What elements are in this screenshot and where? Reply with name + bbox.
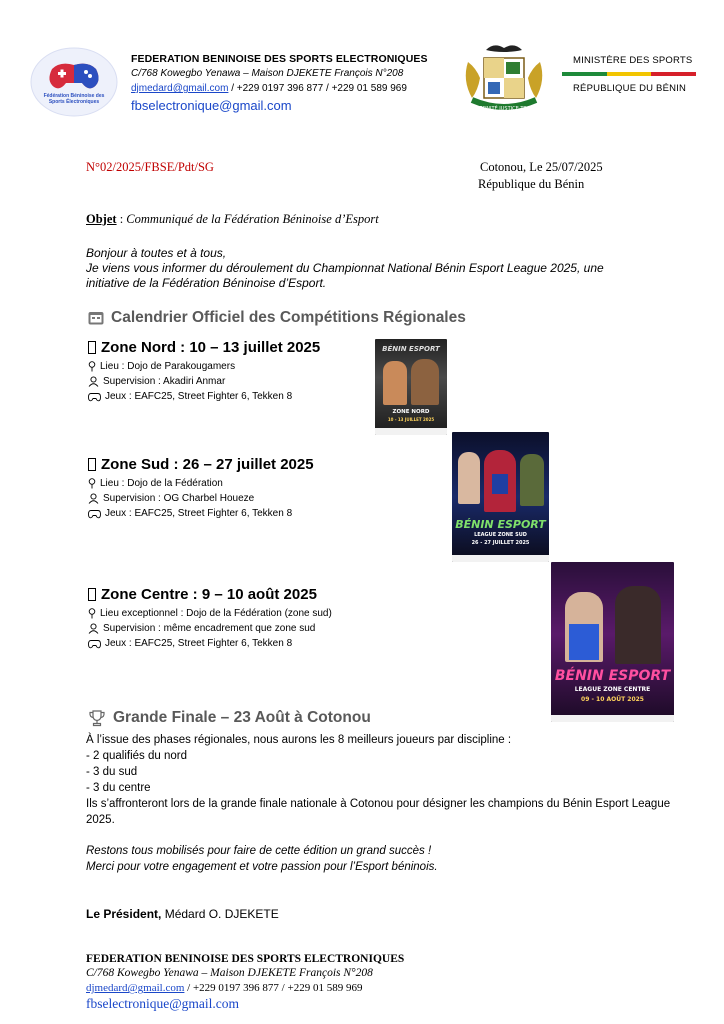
header-contact [131,83,407,94]
zone-centre-jeux: Jeux : EAFC25, Street Fighter 6, Tekken 8 [105,638,293,649]
gamepad-icon [88,639,101,649]
intro-body: Je viens vous informer du déroulement du Championnat National Bénin Esport League 2025, une initiative de la Fédération Béninoise d’Esport. [86,261,604,290]
flag-red [651,72,696,76]
zone-nord-poster-dates: 10 - 13 JUILLET 2025 [387,417,435,422]
flag-yellow [607,72,652,76]
flag-green [562,72,607,76]
zone-sud-jeux: Jeux : EAFC25, Street Fighter 6, Tekken 8 [105,508,293,519]
svg-text:FRATERNITÉ JUSTICE TRAVAIL: FRATERNITÉ JUSTICE TRAVAIL [467,106,541,112]
final-item: - 3 du sud [86,766,138,778]
closing-line-2: Merci pour votre engagement et votre passion pour l’Esport béninois. [86,861,438,873]
zone-nord-poster-title: BÉNIN ESPORT [382,345,440,353]
zone-sud-poster-zone: LEAGUE ZONE SUD [474,532,527,538]
person-icon [88,493,99,504]
zone-sud-title-text: Zone Sud : 26 – 27 juillet 2025 [101,456,314,473]
final-title: Grande Finale – 23 Août à Cotonou [113,709,371,726]
zone-sud-poster [452,432,549,562]
subject-text: Communiqué de la Fédération Béninoise d’Esport [126,212,379,226]
intro-greeting: Bonjour à toutes et à tous, [86,246,227,260]
header-email-link[interactable]: djmedard@gmail.com [131,83,229,94]
calendar-title: Calendrier Officiel des Compétitions Régionales [111,309,466,326]
ministry-title: MINISTÈRE DES SPORTS [573,55,693,66]
footer-phones: / +229 0197 396 877 / +229 01 589 969 [184,982,363,994]
coat-of-arms [460,40,548,118]
final-body [86,732,686,828]
pin-icon [88,478,96,489]
zone-sud-lieu: Lieu : Dojo de la Fédération [100,478,223,489]
zone-nord-poster-zone: ZONE NORD [392,409,430,415]
gamepad-icon [88,509,101,519]
pin-icon [88,361,96,372]
zone-centre-info [88,606,332,651]
republic-title: RÉPUBLIQUE DU BÉNIN [573,83,687,94]
zone-nord-jeux: Jeux : EAFC25, Street Fighter 6, Tekken 8 [105,391,293,402]
header-org-name: FEDERATION BENINOISE DES SPORTS ELECTRONIQUES [131,53,428,65]
zone-centre-poster-dates: 09 - 10 AOÛT 2025 [581,696,644,703]
fbse-logo [30,47,118,117]
final-heading [88,709,371,727]
zone-centre-lieu: Lieu exceptionnel : Dojo de la Fédération (zone sud) [100,608,332,619]
footer-contact [86,982,362,994]
missing-glyph-icon [88,458,96,471]
signature [86,907,279,921]
zone-sud-title [88,456,314,473]
reference-number: N°02/2025/FBSE/Pdt/SG [86,160,214,174]
zone-nord-poster [375,339,447,435]
zone-nord-lieu: Lieu : Dojo de Parakougamers [100,361,236,372]
signature-role: Le Président, [86,907,162,921]
logo-text: Fédération Béninoise des Sports Électroniques [43,93,105,105]
zone-nord-title-text: Zone Nord : 10 – 13 juillet 2025 [101,339,321,356]
final-intro: À l’issue des phases régionales, nous aurons les 8 meilleurs joueurs par discipline : [86,734,512,746]
zone-sud-info [88,476,292,521]
zone-nord-supervision: Supervision : Akadiri Anmar [103,376,226,387]
gamepad-icon [88,392,101,402]
footer-email-link[interactable]: djmedard@gmail.com [86,982,185,994]
zone-centre-supervision: Supervision : même encadrement que zone sud [103,623,316,634]
header-phones: / +229 0197 396 877 / +229 01 589 969 [228,83,407,94]
final-item: - 2 qualifiés du nord [86,750,188,762]
zone-centre-title-text: Zone Centre : 9 – 10 août 2025 [101,586,317,603]
flag-bar [562,72,696,76]
final-item: - 3 du centre [86,782,151,794]
zone-sud-supervision: Supervision : OG Charbel Houeze [103,493,255,504]
subject-label: Objet [86,212,117,226]
person-icon [88,376,99,387]
letter-date: Cotonou, Le 25/07/2025 [480,160,603,174]
intro-paragraph [86,246,646,291]
zone-sud-poster-title: BÉNIN ESPORT [455,518,546,531]
footer-address: C/768 Kowegbo Yenawa – Maison DJEKETE François N°208 [86,967,373,979]
missing-glyph-icon [88,341,96,354]
header-address: C/768 Kowegbo Yenawa – Maison DJEKETE François N°208 [131,68,404,79]
trophy-icon [88,710,106,727]
zone-nord-info [88,359,292,404]
person-icon [88,623,99,634]
footer-website-email[interactable]: fbselectronique@gmail.com [86,996,240,1011]
letter-country: République du Bénin [478,177,585,191]
closing-line-1: Restons tous mobilisés pour faire de cette édition un grand succès ! [86,845,432,857]
footer-org-name: FEDERATION BENINOISE DES SPORTS ELECTRONIQUES [86,953,405,965]
subject-line [86,212,379,227]
zone-nord-title [88,339,320,356]
signature-name: Médard O. DJEKETE [161,907,279,921]
missing-glyph-icon [88,588,96,601]
closing-paragraph [86,843,686,875]
zone-sud-poster-dates: 26 - 27 JUILLET 2025 [471,540,530,546]
calendar-heading [88,309,466,327]
zone-centre-poster-zone: LEAGUE ZONE CENTRE [574,686,651,693]
final-conclusion: Ils s’affronteront lors de la grande finale nationale à Cotonou pour désigner les champions du Bénin Esport League 2025. [86,798,671,826]
pin-icon [88,608,96,619]
zone-centre-title [88,586,317,603]
zone-centre-poster [551,562,674,722]
calendar-icon [88,311,104,325]
header-website-email[interactable]: fbselectronique@gmail.com [131,98,292,113]
subject-sep: : [116,212,127,226]
zone-centre-poster-title: BÉNIN ESPORT [554,668,671,684]
